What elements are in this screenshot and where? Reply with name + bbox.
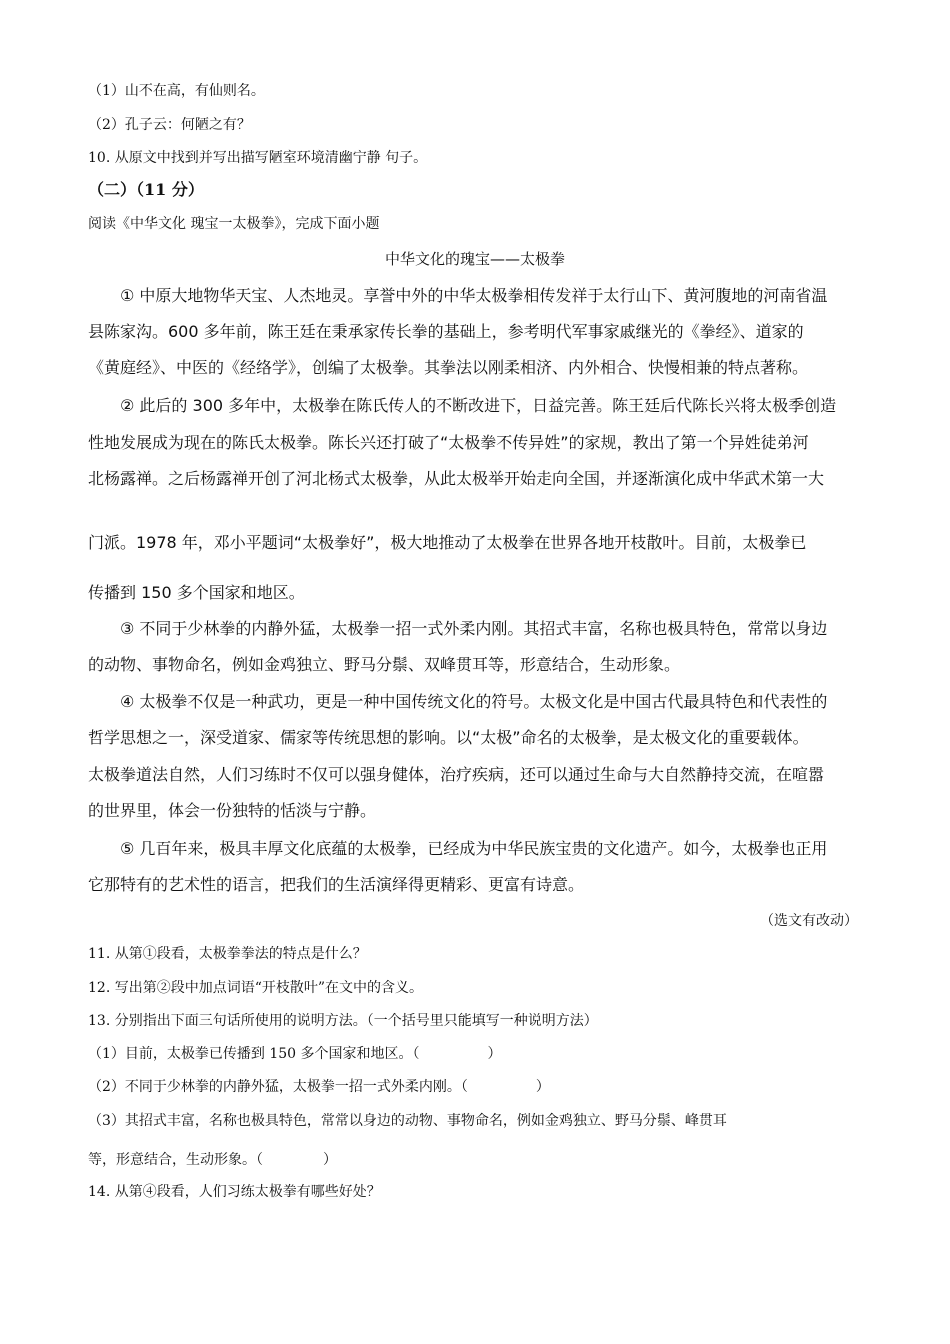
q13-item-3a: （3）其招式丰富，名称也极具特色，常常以身边的动物、事物命名，例如金鸡独立、野马分鬃、峰贯耳 bbox=[88, 1113, 727, 1129]
q14: 14. 从第④段看，人们习练太极拳有哪些好处？ bbox=[88, 1184, 381, 1200]
article-line: ② 此后的 300 多年中，太极拳在陈氏传人的不断改进下，日益完善。陈王廷后代陈长兴将太极季创造 bbox=[120, 396, 837, 415]
article-line: 它那特有的艺术性的语言，把我们的生活演绎得更精彩、更富有诗意。 bbox=[88, 875, 585, 894]
q13-item-1-text: （1）目前，太极拳已传播到 150 多个国家和地区。（ bbox=[88, 1046, 420, 1062]
article-title: 中华文化的瑰宝——太极拳 bbox=[384, 250, 565, 268]
article-line: ④ 太极拳不仅是一种武功，更是一种中国传统文化的符号。太极文化是中国古代最具特色和代表性的 bbox=[120, 692, 828, 711]
article-line: ① 中原大地物华天宝、人杰地灵。享誉中外的中华太极拳相传发祥于太行山下、黄河腹地的河南省温 bbox=[120, 286, 828, 305]
q13-item-3b bbox=[88, 1150, 337, 1170]
q9-2: （2）孔子云：何陋之有？ bbox=[88, 117, 251, 133]
q12: 12. 写出第②段中加点词语“开枝散叶”在文中的含义。 bbox=[88, 980, 424, 996]
article-line: 县陈家沟。600 多年前，陈王廷在秉承家传长拳的基础上，参考明代军事家戚继光的《拳经》、道家的 bbox=[88, 322, 804, 341]
article-line: 的世界里，体会一份独特的恬淡与宁静。 bbox=[88, 801, 377, 820]
article-line: 《黄庭经》、中医的《经络学》，创编了太极拳。其拳法以刚柔相济、内外相合、快慢相兼的特点著称。 bbox=[88, 358, 809, 377]
close-paren: ） bbox=[535, 1079, 550, 1095]
section-heading: （二）（11 分） bbox=[88, 180, 204, 199]
q13-item-2 bbox=[88, 1077, 550, 1097]
section-instruction: 阅读《中华文化 瑰宝一太极拳》，完成下面小题 bbox=[88, 216, 380, 232]
article-line: ⑤ 几百年来，极具丰厚文化底蕴的太极拳，已经成为中华民族宝贵的文化遗产。如今，太极拳也正用 bbox=[120, 839, 828, 858]
q13: 13. 分别指出下面三句话所使用的说明方法。（一个括号里只能填写一种说明方法） bbox=[88, 1013, 598, 1029]
article-line: 北杨露禅。之后杨露禅开创了河北杨式太极拳，从此太极举开始走向全国，并逐渐演化成中华武术第一大 bbox=[88, 469, 825, 488]
article-line: 的动物、事物命名，例如金鸡独立、野马分鬃、双峰贯耳等，形意结合，生动形象。 bbox=[88, 655, 681, 674]
close-paren: ） bbox=[323, 1152, 337, 1168]
q11: 11. 从第①段看，太极拳拳法的特点是什么？ bbox=[88, 946, 367, 962]
article-line: 性地发展成为现在的陈氏太极拳。陈长兴还打破了“太极拳不传异姓”的家规，教出了第一个异姓徒弟河 bbox=[88, 433, 809, 452]
article-line: 太极拳道法自然，人们习练时不仅可以强身健体，治疗疾病，还可以通过生命与大自然静持交流，在喧嚣 bbox=[88, 765, 825, 784]
q13-item-3b-text: 等，形意结合，生动形象。（ bbox=[88, 1152, 263, 1168]
article-line: 传播到 150 多个国家和地区。 bbox=[88, 583, 305, 602]
article-line: 哲学思想之一，深受道家、儒家等传统思想的影响。以“太极”命名的太极拳，是太极文化的重要载体。 bbox=[88, 728, 809, 747]
q13-item-1 bbox=[88, 1044, 502, 1064]
q9-1: （1）山不在高，有仙则名。 bbox=[88, 83, 265, 99]
article-line: 门派。1978 年，邓小平题词“太极拳好”，极大地推动了太极拳在世界各地开枝散叶。目前，太极拳已 bbox=[88, 533, 807, 552]
q10: 10. 从原文中找到并写出描写陋室环境清幽宁静 句子。 bbox=[88, 150, 428, 166]
close-paren: ） bbox=[487, 1046, 502, 1062]
article-line: ③ 不同于少林拳的内静外猛，太极拳一招一式外柔内刚。其招式丰富，名称也极具特色，常常以身边 bbox=[120, 619, 828, 638]
article-source: （选文有改动） bbox=[760, 913, 858, 929]
q13-item-2-text: （2）不同于少林拳的内静外猛，太极拳一招一式外柔内刚。（ bbox=[88, 1079, 468, 1095]
